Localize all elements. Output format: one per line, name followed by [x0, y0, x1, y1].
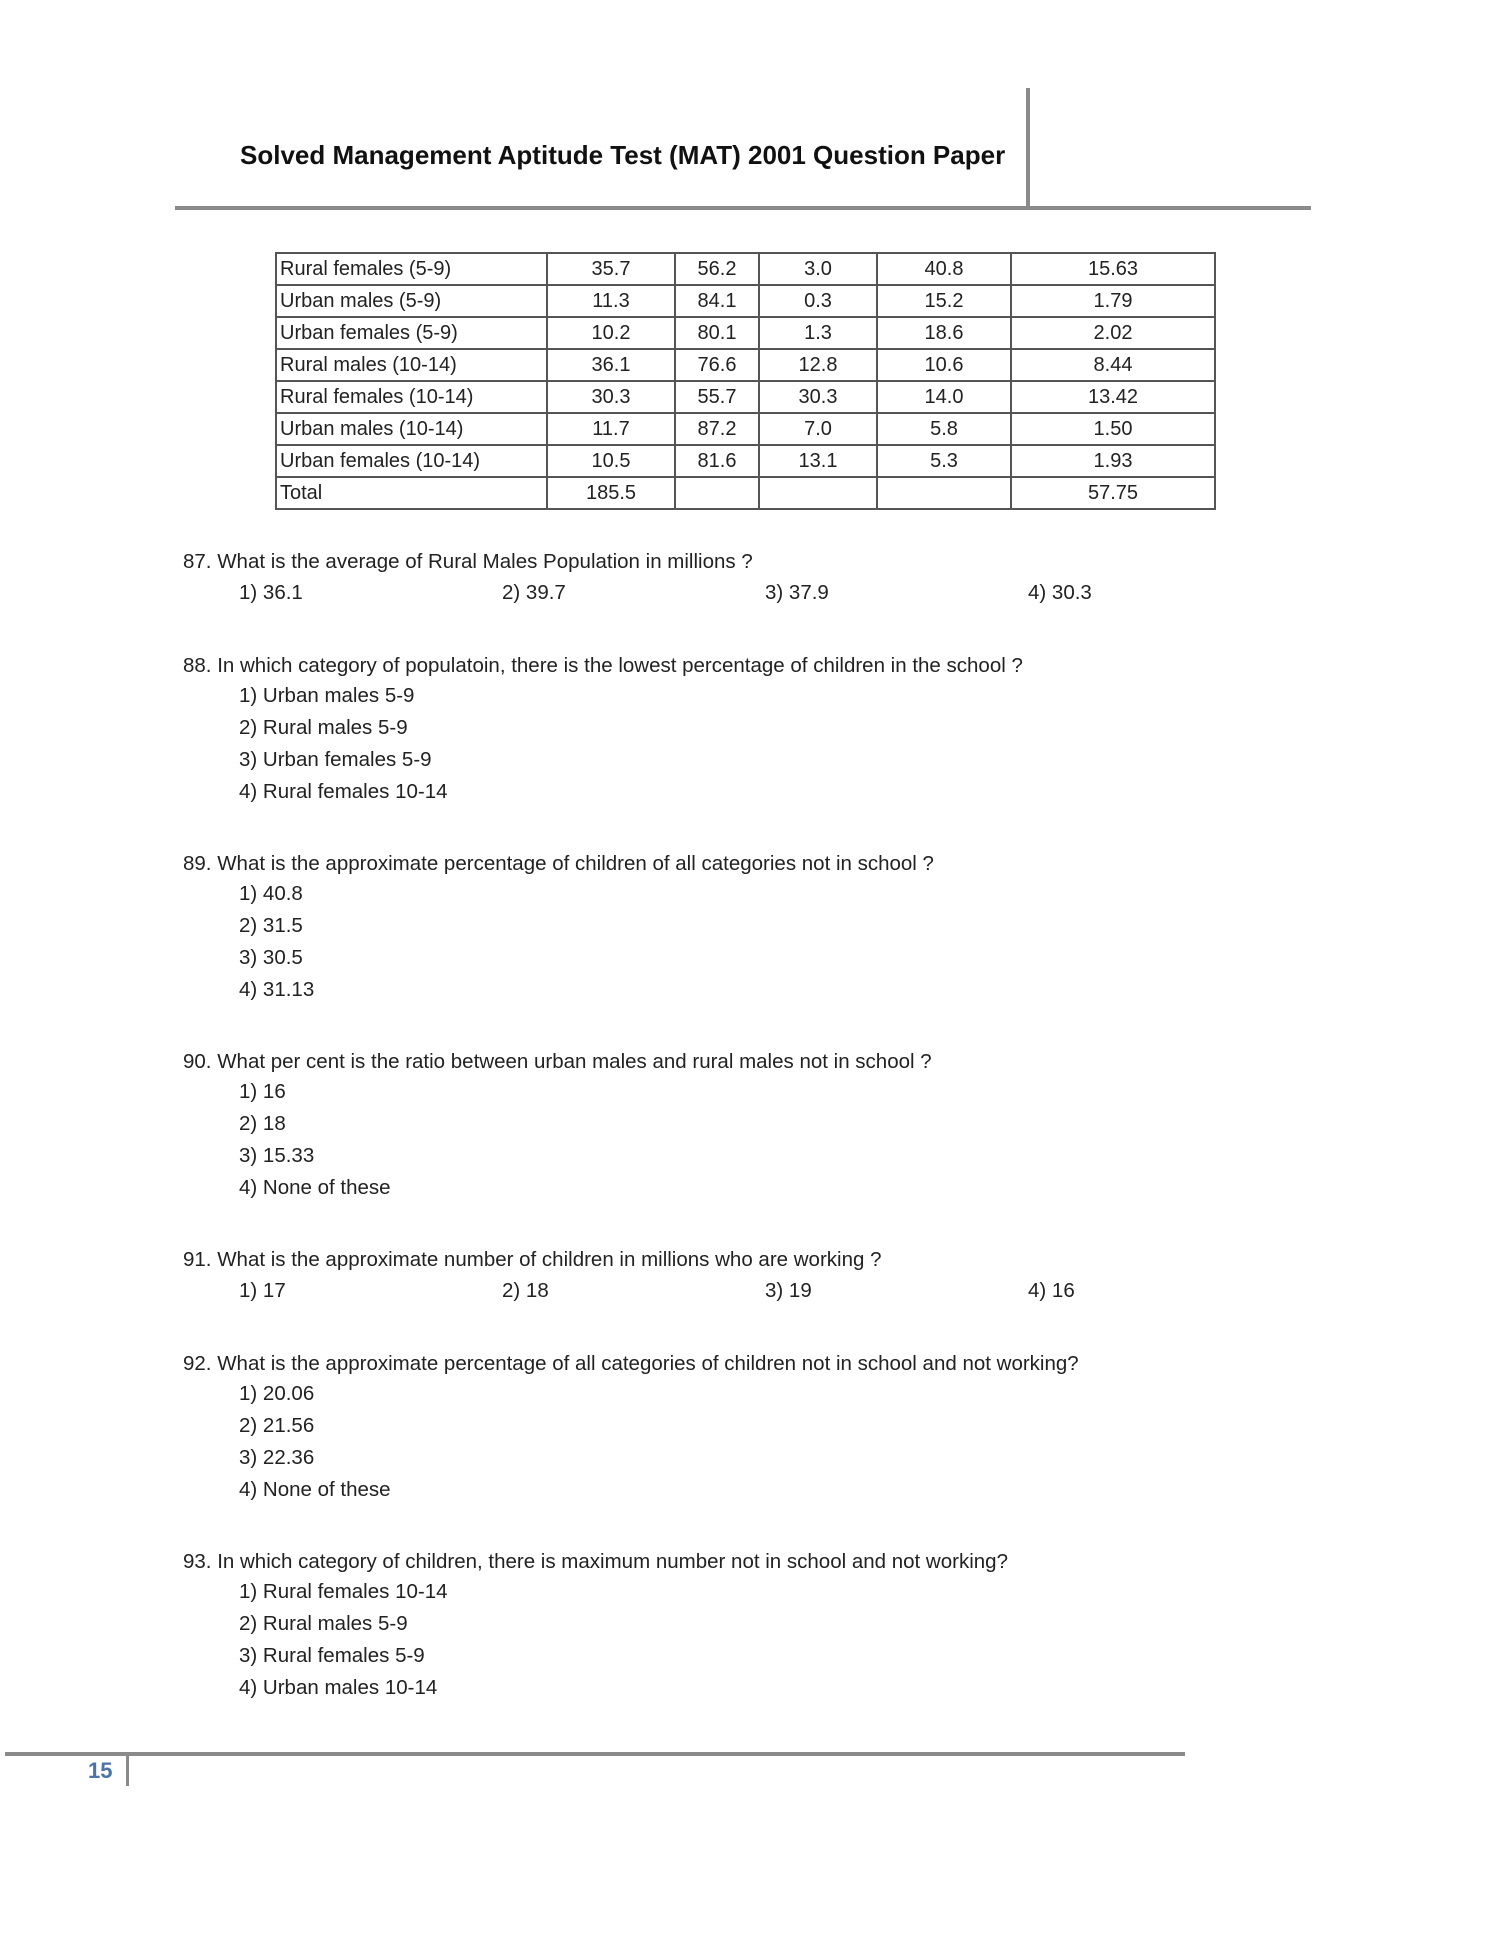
table-cell: 11.7: [547, 413, 675, 445]
table-cell: 57.75: [1011, 477, 1215, 509]
table-cell: 87.2: [675, 413, 759, 445]
question-text: 88. In which category of populatoin, there is the lowest percentage of children in the school ?: [183, 654, 1023, 677]
option: 4) Urban males 10-14: [239, 1676, 438, 1699]
header-divider-vertical: [1026, 88, 1030, 208]
question-93: [183, 1548, 1263, 1704]
table-cell: 55.7: [675, 381, 759, 413]
option: 3) 30.5: [239, 946, 303, 969]
question-text: 89. What is the approximate percentage of children of all categories not in school ?: [183, 852, 934, 875]
footer-divider: [5, 1752, 1185, 1756]
question-text: 87. What is the average of Rural Males Population in millions ?: [183, 550, 753, 573]
table-cell: 14.0: [877, 381, 1011, 413]
option: 2) Rural males 5-9: [239, 716, 408, 739]
option-list: [239, 680, 1263, 808]
table-cell-category: Urban females (5-9): [276, 317, 547, 349]
table-cell: 84.1: [675, 285, 759, 317]
option: 1) Rural females 10-14: [239, 1580, 448, 1603]
question-92: [183, 1350, 1263, 1506]
table-cell: 10.2: [547, 317, 675, 349]
option-row: [239, 1274, 1263, 1308]
question-list: [183, 548, 1263, 1746]
question-87: [183, 548, 1263, 610]
option: 4) 31.13: [239, 978, 315, 1001]
table-cell-category: Rural females (5-9): [276, 253, 547, 285]
question-91: [183, 1246, 1263, 1308]
table-cell: 0.3: [759, 285, 877, 317]
table-row: [276, 285, 1215, 317]
option: 3) Urban females 5-9: [239, 748, 432, 771]
question-90: [183, 1048, 1263, 1204]
table-cell: 7.0: [759, 413, 877, 445]
table-cell: 30.3: [759, 381, 877, 413]
option: 2) 39.7: [502, 581, 566, 604]
option: 1) 36.1: [239, 581, 303, 604]
table-cell: 10.5: [547, 445, 675, 477]
table-row: [276, 253, 1215, 285]
table-cell-category: Rural females (10-14): [276, 381, 547, 413]
table-cell: [759, 477, 877, 509]
table-cell: 56.2: [675, 253, 759, 285]
question-89: [183, 850, 1263, 1006]
footer-divider-vertical: [126, 1752, 129, 1786]
question-text: 92. What is the approximate percentage of all categories of children not in school and not working?: [183, 1352, 1079, 1375]
option: 4) Rural females 10-14: [239, 780, 448, 803]
table-cell: 3.0: [759, 253, 877, 285]
option: 1) 40.8: [239, 882, 303, 905]
question-text: 91. What is the approximate number of children in millions who are working ?: [183, 1248, 882, 1271]
table-cell-category: Urban males (10-14): [276, 413, 547, 445]
option-list: [239, 1076, 1263, 1204]
option: 1) Urban males 5-9: [239, 684, 415, 707]
option: 4) None of these: [239, 1478, 391, 1501]
table-cell: 8.44: [1011, 349, 1215, 381]
table-cell: 185.5: [547, 477, 675, 509]
option-list: [239, 1378, 1263, 1506]
option: 3) 22.36: [239, 1446, 315, 1469]
data-table: [275, 252, 1216, 510]
table-row: [276, 317, 1215, 349]
option: 2) 31.5: [239, 914, 303, 937]
table-cell: 2.02: [1011, 317, 1215, 349]
table-cell: 5.3: [877, 445, 1011, 477]
option: 3) Rural females 5-9: [239, 1644, 425, 1667]
option: 4) 16: [1028, 1279, 1075, 1302]
table-cell-category: Urban males (5-9): [276, 285, 547, 317]
table-cell: 1.3: [759, 317, 877, 349]
option: 2) Rural males 5-9: [239, 1612, 408, 1635]
table-cell: [675, 477, 759, 509]
table-row-total: [276, 477, 1215, 509]
table-cell-category: Urban females (10-14): [276, 445, 547, 477]
table-row: [276, 381, 1215, 413]
table-cell: 13.42: [1011, 381, 1215, 413]
table-cell: 76.6: [675, 349, 759, 381]
table-cell-category: Rural males (10-14): [276, 349, 547, 381]
table-cell: 40.8: [877, 253, 1011, 285]
table-row: [276, 413, 1215, 445]
option: 3) 15.33: [239, 1144, 315, 1167]
table-cell: 15.2: [877, 285, 1011, 317]
table-cell: 5.8: [877, 413, 1011, 445]
table-cell: 18.6: [877, 317, 1011, 349]
option: 1) 17: [239, 1279, 286, 1302]
question-text: 90. What per cent is the ratio between urban males and rural males not in school ?: [183, 1050, 932, 1073]
table-cell: 81.6: [675, 445, 759, 477]
table-row: [276, 349, 1215, 381]
option: 3) 19: [765, 1279, 812, 1302]
table-cell: [877, 477, 1011, 509]
option-row: [239, 576, 1263, 610]
page-header-title: Solved Management Aptitude Test (MAT) 2001 Question Paper: [240, 140, 1006, 170]
table-cell: 11.3: [547, 285, 675, 317]
table-row: [276, 445, 1215, 477]
table-cell: 1.93: [1011, 445, 1215, 477]
option: 2) 18: [239, 1112, 286, 1135]
question-88: [183, 652, 1263, 808]
table-cell: 30.3: [547, 381, 675, 413]
option: 4) 30.3: [1028, 581, 1092, 604]
option: 2) 18: [502, 1279, 549, 1302]
option: 3) 37.9: [765, 581, 829, 604]
option-list: [239, 878, 1263, 1006]
question-text: 93. In which category of children, there is maximum number not in school and not working?: [183, 1550, 1008, 1573]
option: 1) 20.06: [239, 1382, 315, 1405]
table-cell: 13.1: [759, 445, 877, 477]
table-cell-category: Total: [276, 477, 547, 509]
table-cell: 1.79: [1011, 285, 1215, 317]
table-cell: 35.7: [547, 253, 675, 285]
table-cell: 15.63: [1011, 253, 1215, 285]
page-number: 15: [88, 1758, 113, 1783]
table-cell: 80.1: [675, 317, 759, 349]
table-cell: 1.50: [1011, 413, 1215, 445]
table-cell: 10.6: [877, 349, 1011, 381]
header-divider-horizontal: [175, 206, 1311, 210]
option: 2) 21.56: [239, 1414, 315, 1437]
option-list: [239, 1576, 1263, 1704]
table-cell: 36.1: [547, 349, 675, 381]
option: 1) 16: [239, 1080, 286, 1103]
table-cell: 12.8: [759, 349, 877, 381]
option: 4) None of these: [239, 1176, 391, 1199]
